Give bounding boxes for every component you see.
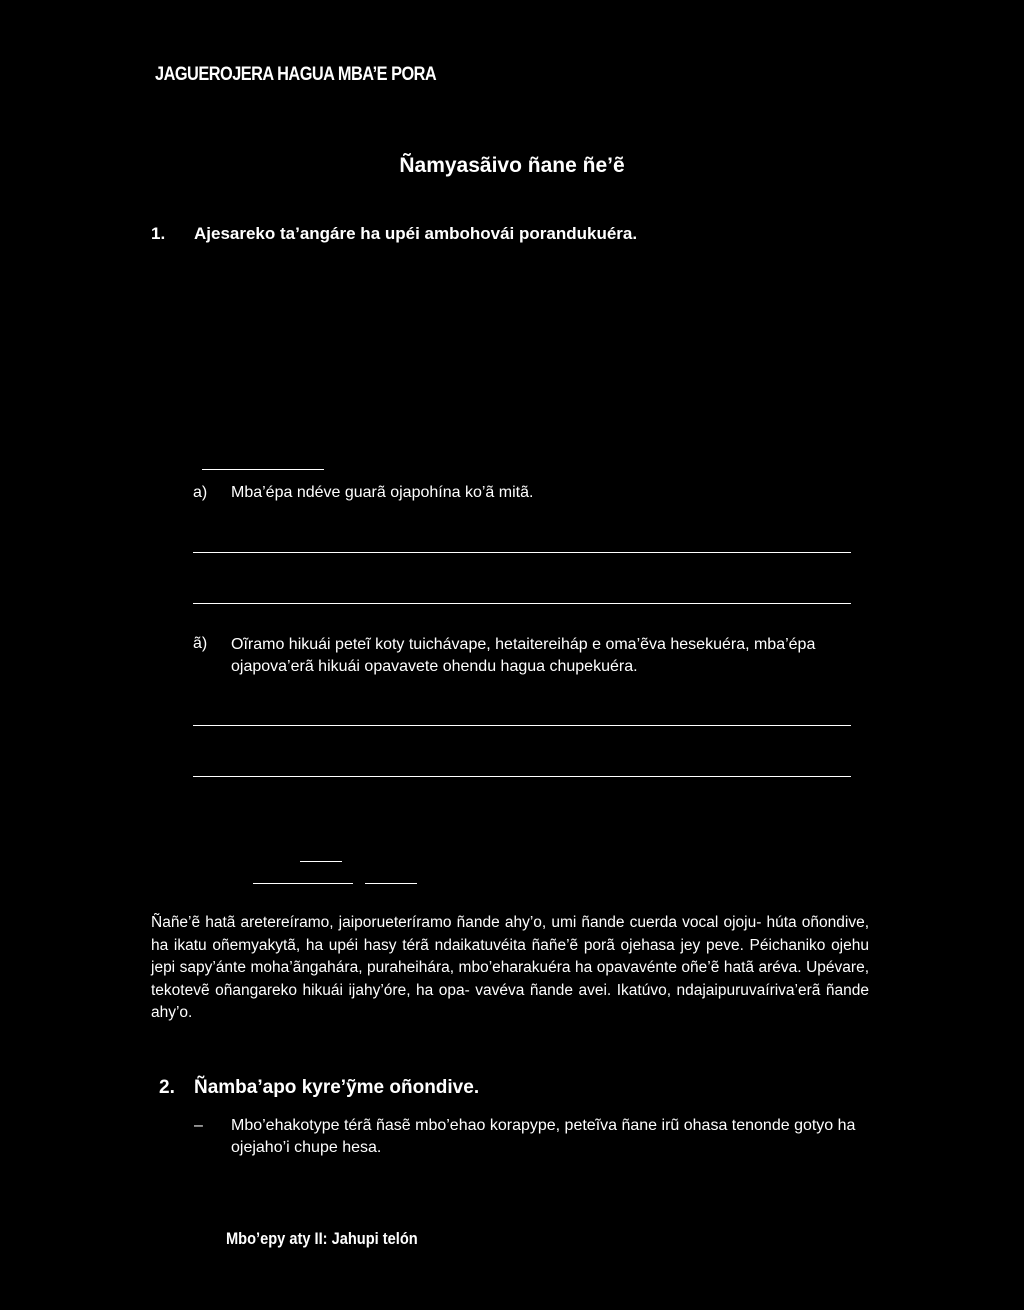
item-marker-b: ã)	[193, 635, 208, 652]
page-header: JAGUEROJERA HAGUA MBA’E PORA	[155, 64, 437, 85]
answer-line	[193, 603, 851, 604]
stray-mark	[253, 883, 353, 884]
stray-mark	[365, 883, 417, 884]
bullet-marker: –	[194, 1117, 203, 1134]
item-text-a: Mba’épa ndéve guarã ojapohína ko’ã mitã.	[231, 484, 534, 501]
answer-line	[193, 552, 851, 553]
stray-mark	[202, 469, 324, 470]
question-text: Ajesareko ta’angáre ha upéi ambohovái porandukuéra.	[194, 224, 638, 243]
section-title: Ñamyasãivo ñane ñe’ẽ	[399, 154, 625, 177]
item-marker-a: a)	[193, 484, 208, 501]
page-footer: Mbo’epy aty II: Jahupi telón	[226, 1229, 418, 1248]
answer-line	[193, 725, 851, 726]
question-number: 1.	[151, 224, 166, 243]
stray-mark	[300, 861, 342, 862]
bullet-text: Mbo’ehakotype térã ñasẽ mbo’ehao korapype, peteĩva ñane irũ ohasa tenonde gotyo ha ojejaho’i chupe hesa.	[231, 1117, 856, 1156]
section-heading: Ñamba’apo kyre’ỹme oñondive.	[194, 1077, 480, 1098]
body-paragraph: Ñañe’ẽ hatã aretereíramo, jaiporueteríramo ñande ahy’o, umi ñande cuerda vocal ojoju- húta oñondive, ha ikatu oñemyakytã, ha upéi hasy térã ndaikatuvéita ñañe’ẽ porã ojehasa jey peve. Péichaniko ojehu jepi sapy’ánte moha’ãngahára, puraheihára, mbo’eharakuéra ha opavavénte oñe’ẽ hatã arévа. Upévare, tekotevẽ oñangareko hikuái ijahy’óre, ha opa- vavéva ñande avei. Ikatúvo, ndajaipuruvaíriva’erã ñande ahy’o.	[151, 914, 869, 1021]
answer-line	[193, 776, 851, 777]
item-text-b: Oĩramo hikuái peteĩ koty tuichávape, hetaitereiháp e oma’ẽva hesekuéra, mba’épa ojapova’erã hikuái opavavete ohendu hagua chupekuéra.	[231, 636, 816, 675]
section-number: 2.	[159, 1077, 175, 1098]
